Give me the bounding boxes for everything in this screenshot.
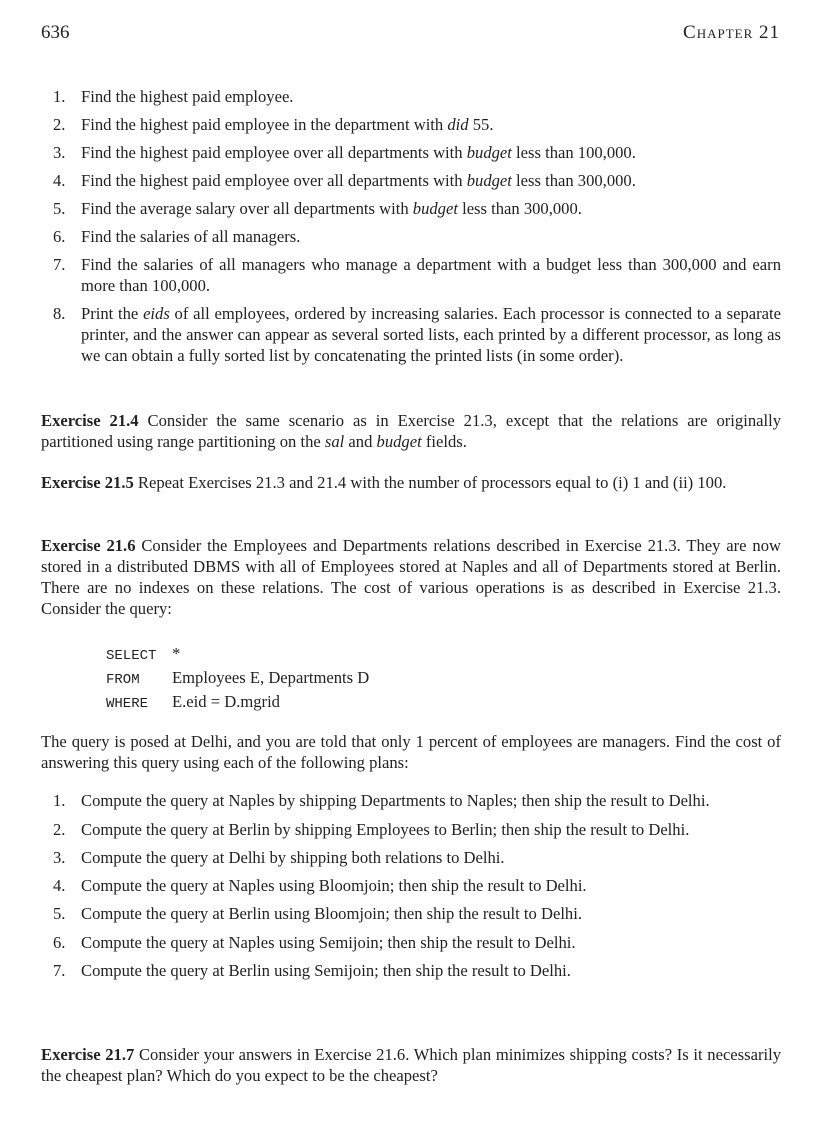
exercise-21-5	[41, 472, 781, 493]
item-text: Find the highest paid employee over all departments with	[81, 171, 467, 190]
list-item	[41, 170, 781, 191]
list-item	[41, 932, 781, 953]
item-number: 7.	[53, 255, 66, 274]
list-item	[41, 142, 781, 163]
item-text: of all employees, ordered by increasing salaries. Each processor is connected to a separate printer, and the answer can appear as several sorted lists, each printed by a different processor, as long as we can obtain a fully sorted list by concatenating the printed lists (in some order).	[81, 304, 781, 365]
item-text: Compute the query at Berlin by shipping Employees to Berlin; then ship the result to Delhi.	[81, 820, 690, 839]
sql-keyword: SELECT	[106, 648, 157, 664]
item-italic: budget	[466, 171, 512, 190]
item-text: Compute the query at Naples using Bloomjoin; then ship the result to Delhi.	[81, 876, 587, 895]
exercise-italic: sal	[324, 432, 345, 451]
item-number: 3.	[53, 143, 66, 162]
exercise-title: Exercise 21.4	[41, 411, 139, 430]
list-item	[41, 303, 781, 366]
item-number: 4.	[53, 876, 66, 895]
sql-keyword: FROM	[106, 672, 140, 688]
list-item	[41, 819, 781, 840]
exercise-text: Repeat Exercises 21.3 and 21.4 with the number of processors equal to (i) 1 and (ii) 100.	[133, 473, 727, 492]
item-number: 6.	[53, 227, 66, 246]
exercise-text: fields.	[421, 432, 467, 451]
item-number: 3.	[53, 848, 66, 867]
exercise-italic: budget	[376, 432, 422, 451]
sql-clause: E.eid = D.mgrid	[172, 692, 280, 711]
query-paragraph: The query is posed at Delhi, and you are told that only 1 percent of employees are managers. Find the cost of answering this query using each of the following plans:	[41, 732, 781, 772]
item-text: less than 300,000.	[511, 171, 636, 190]
exercise-title: Exercise 21.5	[41, 473, 134, 492]
exercise-21-4	[41, 410, 781, 452]
item-number: 6.	[53, 933, 66, 952]
item-text: Find the salaries of all managers who manage a department with a budget less than 300,000 and earn more than 100,000.	[81, 255, 781, 295]
list-item	[41, 114, 781, 135]
list-item	[41, 254, 781, 296]
item-number: 1.	[53, 87, 66, 106]
item-text: Print the	[81, 304, 144, 323]
query-line	[106, 643, 369, 667]
sql-query	[106, 643, 369, 715]
item-text: 55.	[468, 115, 494, 134]
list-item	[41, 960, 781, 981]
list-item	[41, 226, 781, 247]
exercise-21-7	[41, 1044, 781, 1086]
item-text: Compute the query at Naples using Semijoin; then ship the result to Delhi.	[81, 933, 576, 952]
exercise-list-1	[41, 86, 781, 366]
item-text: Find the highest paid employee.	[81, 87, 294, 106]
item-number: 8.	[53, 304, 66, 323]
item-italic: budget	[466, 143, 512, 162]
exercise-text: Consider the same scenario as in Exercise 21.3, except that the relations are originally partitioned using range partitioning on the	[41, 411, 781, 451]
item-number: 5.	[53, 199, 66, 218]
item-text: Find the average salary over all departments with	[81, 199, 413, 218]
plan-list	[41, 790, 781, 981]
item-text: less than 300,000.	[457, 199, 582, 218]
item-number: 7.	[53, 961, 66, 980]
item-number: 4.	[53, 171, 66, 190]
exercise-21-6	[41, 535, 781, 619]
item-number: 2.	[53, 115, 66, 134]
item-number: 1.	[53, 791, 66, 810]
item-text: Find the salaries of all managers.	[81, 227, 301, 246]
item-text: Compute the query at Berlin using Semijoin; then ship the result to Delhi.	[81, 961, 571, 980]
item-number: 5.	[53, 904, 66, 923]
query-line	[106, 667, 369, 691]
item-italic: eids	[143, 304, 170, 323]
list-item	[41, 86, 781, 107]
item-text: less than 100,000.	[511, 143, 636, 162]
exercise-title: Exercise 21.7	[41, 1045, 135, 1064]
item-text: Find the highest paid employee over all departments with	[81, 143, 467, 162]
item-number: 2.	[53, 820, 66, 839]
exercise-text: and	[344, 432, 377, 451]
item-italic: did	[447, 115, 469, 134]
sql-clause: Employees E, Departments D	[172, 668, 370, 687]
exercise-text: Consider the Employees and Departments relations described in Exercise 21.3. They are now stored in a distributed DBMS with all of Employees stored at Naples and all of Departments stored at Berlin. There are no indexes on these relations. The cost of various operations is as described in Exercise 21.3. Consider the query:	[41, 536, 781, 618]
list-item	[41, 198, 781, 219]
item-text: Find the highest paid employee in the department with	[81, 115, 448, 134]
list-item	[41, 903, 781, 924]
chapter-heading: Chapter 21	[683, 22, 780, 43]
query-line	[106, 691, 369, 715]
page-number: 636	[41, 22, 70, 43]
item-text: Compute the query at Naples by shipping Departments to Naples; then ship the result to Delhi.	[81, 791, 710, 810]
list-item	[41, 790, 781, 811]
list-item	[41, 875, 781, 896]
exercise-title: Exercise 21.6	[41, 536, 136, 555]
sql-keyword: WHERE	[106, 696, 149, 712]
item-italic: budget	[412, 199, 458, 218]
item-text: Compute the query at Berlin using Bloomjoin; then ship the result to Delhi.	[81, 904, 582, 923]
sql-clause: *	[172, 644, 181, 663]
item-text: Compute the query at Delhi by shipping both relations to Delhi.	[81, 848, 505, 867]
exercise-text: Consider your answers in Exercise 21.6. Which plan minimizes shipping costs? Is it necessarily the cheapest plan? Which do you expect to be the cheapest?	[41, 1045, 781, 1085]
list-item	[41, 847, 781, 868]
